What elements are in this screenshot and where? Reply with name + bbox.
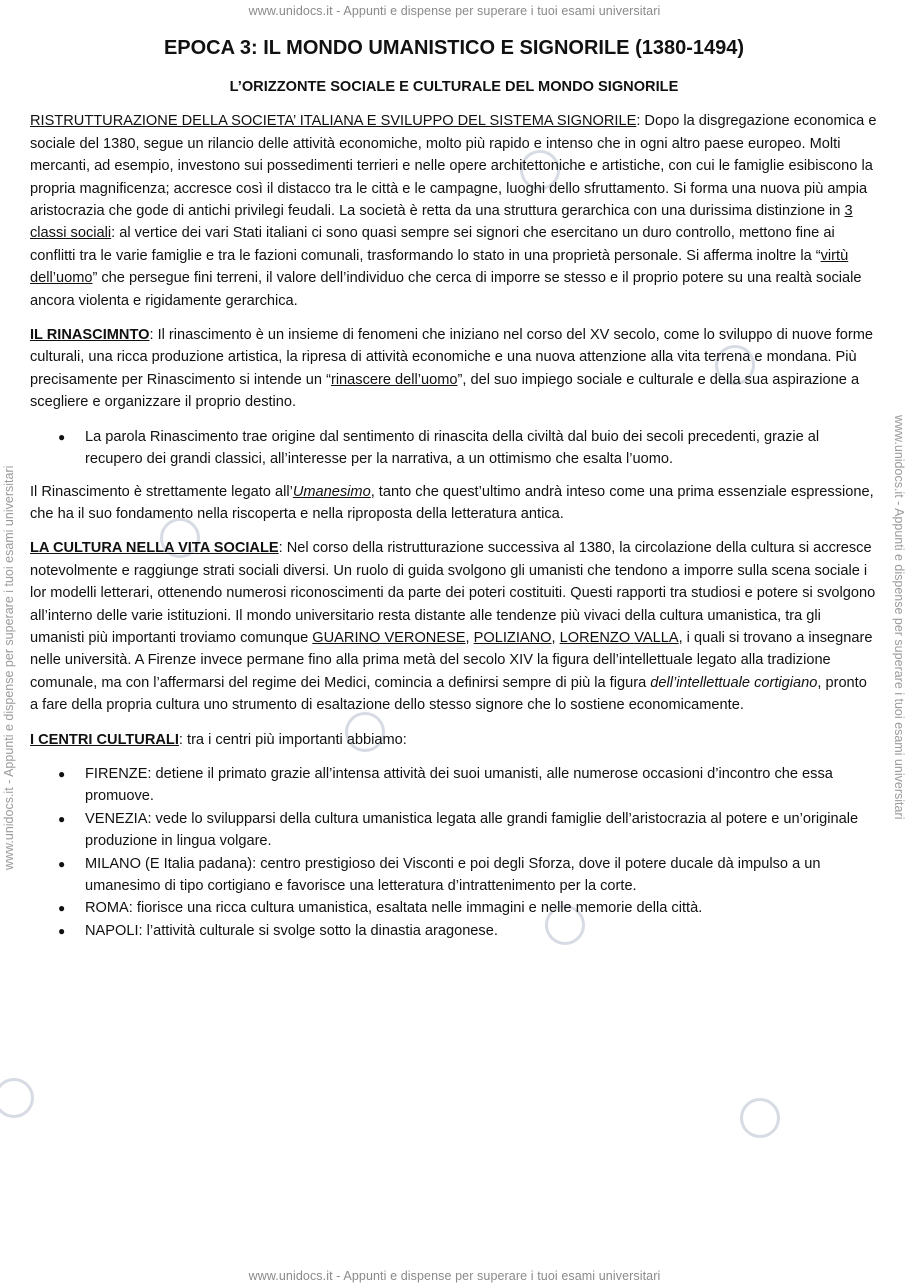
bullet-icon: ● bbox=[58, 429, 66, 444]
bullet-icon: ● bbox=[58, 923, 66, 938]
paragraph-umanesimo: Il Rinascimento è strettamente legato all’Umanesimo, tanto che quest’ultimo andrà inteso come una prima essenziale espressione, che ha il suo fondamento nella riscoperta e nella riproposta della letteratura antica. bbox=[30, 483, 874, 522]
list-item: ● ROMA: fiorisce una ricca cultura umanistica, esaltata nelle immagini e nelle memorie della città. bbox=[85, 897, 878, 919]
page-subtitle: L’ORIZZONTE SOCIALE E CULTURALE DEL MONDO SIGNORILE bbox=[229, 79, 679, 95]
section-heading: RISTRUTTURAZIONE DELLA SOCIETA’ ITALIANA E SVILUPPO DEL SISTEMA SIGNORILE bbox=[30, 113, 637, 130]
document-page bbox=[30, 30, 878, 952]
paragraph-rinascimento: IL RINASCIMNTO: Il rinascimento è un insieme di fenomeni che iniziano nel corso del XV secolo, come lo sviluppo di nuove forme culturali, una ricca produzione artistica, la ripresa di attività economiche e una nuova attenzione alla vita terrena e mondana. Più precisamente per Rinascimento si intende un “rinascere dell’uomo”, del suo impiego sociale e culturale e della sua aspirazione a scegliere e organizzare il proprio destino. bbox=[30, 327, 874, 411]
bullet-icon: ● bbox=[58, 856, 66, 871]
list-item: ● La parola Rinascimento trae origine dal sentimento di rinascita della civiltà dal buio dei secoli precedenti, grazie al recupero dei grandi classici, all’interesse per la narrativa, a un ottimismo che esalta l’uomo. bbox=[85, 426, 878, 471]
bullet-icon: ● bbox=[58, 811, 66, 826]
paragraph-cultura-vita-sociale: LA CULTURA NELLA VITA SOCIALE: Nel corso della ristrutturazione successiva al 1380, la circolazione della cultura si accresce notevolmente e raggiunge strati sociali diversi. Un ruolo di guida svolgono gli umanisti che tendono a imporre sulla scena sociale i lor modelli letterari, ottenendo numerosi riconoscimenti da parte dei poteri costituiti. Questi rapporti tra studiosi e potere si svolgono all’interno delle varie istituzioni. Il mondo universitario resta distante alle tendenze più vivaci della cultura umanistica, tra gli umanisti più importanti troviamo comunque GUARINO VERONESE, POLIZIANO, LORENZO VALLA, i quali si trovano a insegnare nelle università. A Firenze invece permane fino alla prima metà del secolo XIV la figura dell’intellettuale legato alla tradizione comunale, ma con l’affermarsi del regime dei Medici, comincia a definirsi sempre di più la figura dell’intellettuale cortigiano, pronto a fare della propria cultura uno strumento di esaltazione dello stesso signore che lo sostiene economicamente. bbox=[30, 540, 876, 714]
header-watermark: www.unidocs.it - Appunti e dispense per superare i tuoi esami universitari bbox=[248, 4, 661, 18]
left-side-watermark: www.unidocs.it - Appunti e dispense per superare i tuoi esami universitari bbox=[2, 465, 16, 870]
bullet-list bbox=[30, 426, 878, 471]
section-heading: IL RINASCIMNTO bbox=[30, 327, 150, 344]
section-heading: LA CULTURA NELLA VITA SOCIALE bbox=[30, 540, 279, 557]
page-title: EPOCA 3: IL MONDO UMANISTICO E SIGNORILE (1380-1494) bbox=[163, 37, 745, 59]
footer-watermark: www.unidocs.it - Appunti e dispense per superare i tuoi esami universitari bbox=[248, 1269, 661, 1283]
section-heading: I CENTRI CULTURALI bbox=[30, 731, 179, 748]
watermark-logo-icon bbox=[740, 1098, 780, 1138]
watermark-logo-icon bbox=[0, 1078, 34, 1118]
bullet-icon: ● bbox=[58, 766, 66, 781]
list-item: ● MILANO (E Italia padana): centro prestigioso dei Visconti e poi degli Sforza, dove il potere ducale dà impulso a un umanesimo di tipo cortigiano e favorisce una letteratura d’intrattenimento per la corte. bbox=[85, 853, 878, 898]
right-side-watermark: www.unidocs.it - Appunti e dispense per superare i tuoi esami universitari bbox=[892, 415, 906, 820]
list-item: ● FIRENZE: detiene il primato grazie all’intensa attività dei suoi umanisti, alle numerose occasioni d’incontro che essa promuove. bbox=[85, 763, 878, 808]
list-item: ● NAPOLI: l’attività culturale si svolge sotto la dinastia aragonese. bbox=[85, 920, 878, 942]
centri-list bbox=[30, 763, 878, 942]
paragraph-ristrutturazione: RISTRUTTURAZIONE DELLA SOCIETA’ ITALIANA E SVILUPPO DEL SISTEMA SIGNORILE: Dopo la disgregazione economica e sociale del 1380, segue un rilancio delle attività economiche, molto più rapido e intenso che in ogni altro paese europeo. Molti mercanti, ad esempio, investono sui possedimenti terrieri e nelle opere architettoniche e artistiche, con cui le famiglie esibiscono la propria magnificenza; accresce così il distacco tra le città e le campagne, luoghi dello sfruttamento. Si forma una nuova più ampia aristocrazia che gode di antichi privilegi feudali. La società è retta da una struttura gerarchica con una durissima distinzione in 3 classi sociali: al vertice dei vari Stati italiani ci sono quasi sempre sei signori che esercitano un duro controllo, mettono fine ai conflitti tra le varie famiglie e tra le fazioni comunali, trasformando lo stato in una proprietà personale. Si afferma inoltre la “virtù dell’uomo” che persegue fini terreni, il valore dell’individuo che cerca di imporre se stesso e il proprio potere su una realtà sociale ancora violenta e rigidamente gerarchica. bbox=[30, 113, 877, 309]
bullet-icon: ● bbox=[58, 901, 66, 916]
paragraph-centri-culturali: I CENTRI CULTURALI: tra i centri più importanti abbiamo: bbox=[30, 731, 407, 748]
list-item: ● VENEZIA: vede lo svilupparsi della cultura umanistica legata alle grandi famiglie dell’aristocrazia al potere e un’originale produzione in lingua volgare. bbox=[85, 808, 878, 853]
